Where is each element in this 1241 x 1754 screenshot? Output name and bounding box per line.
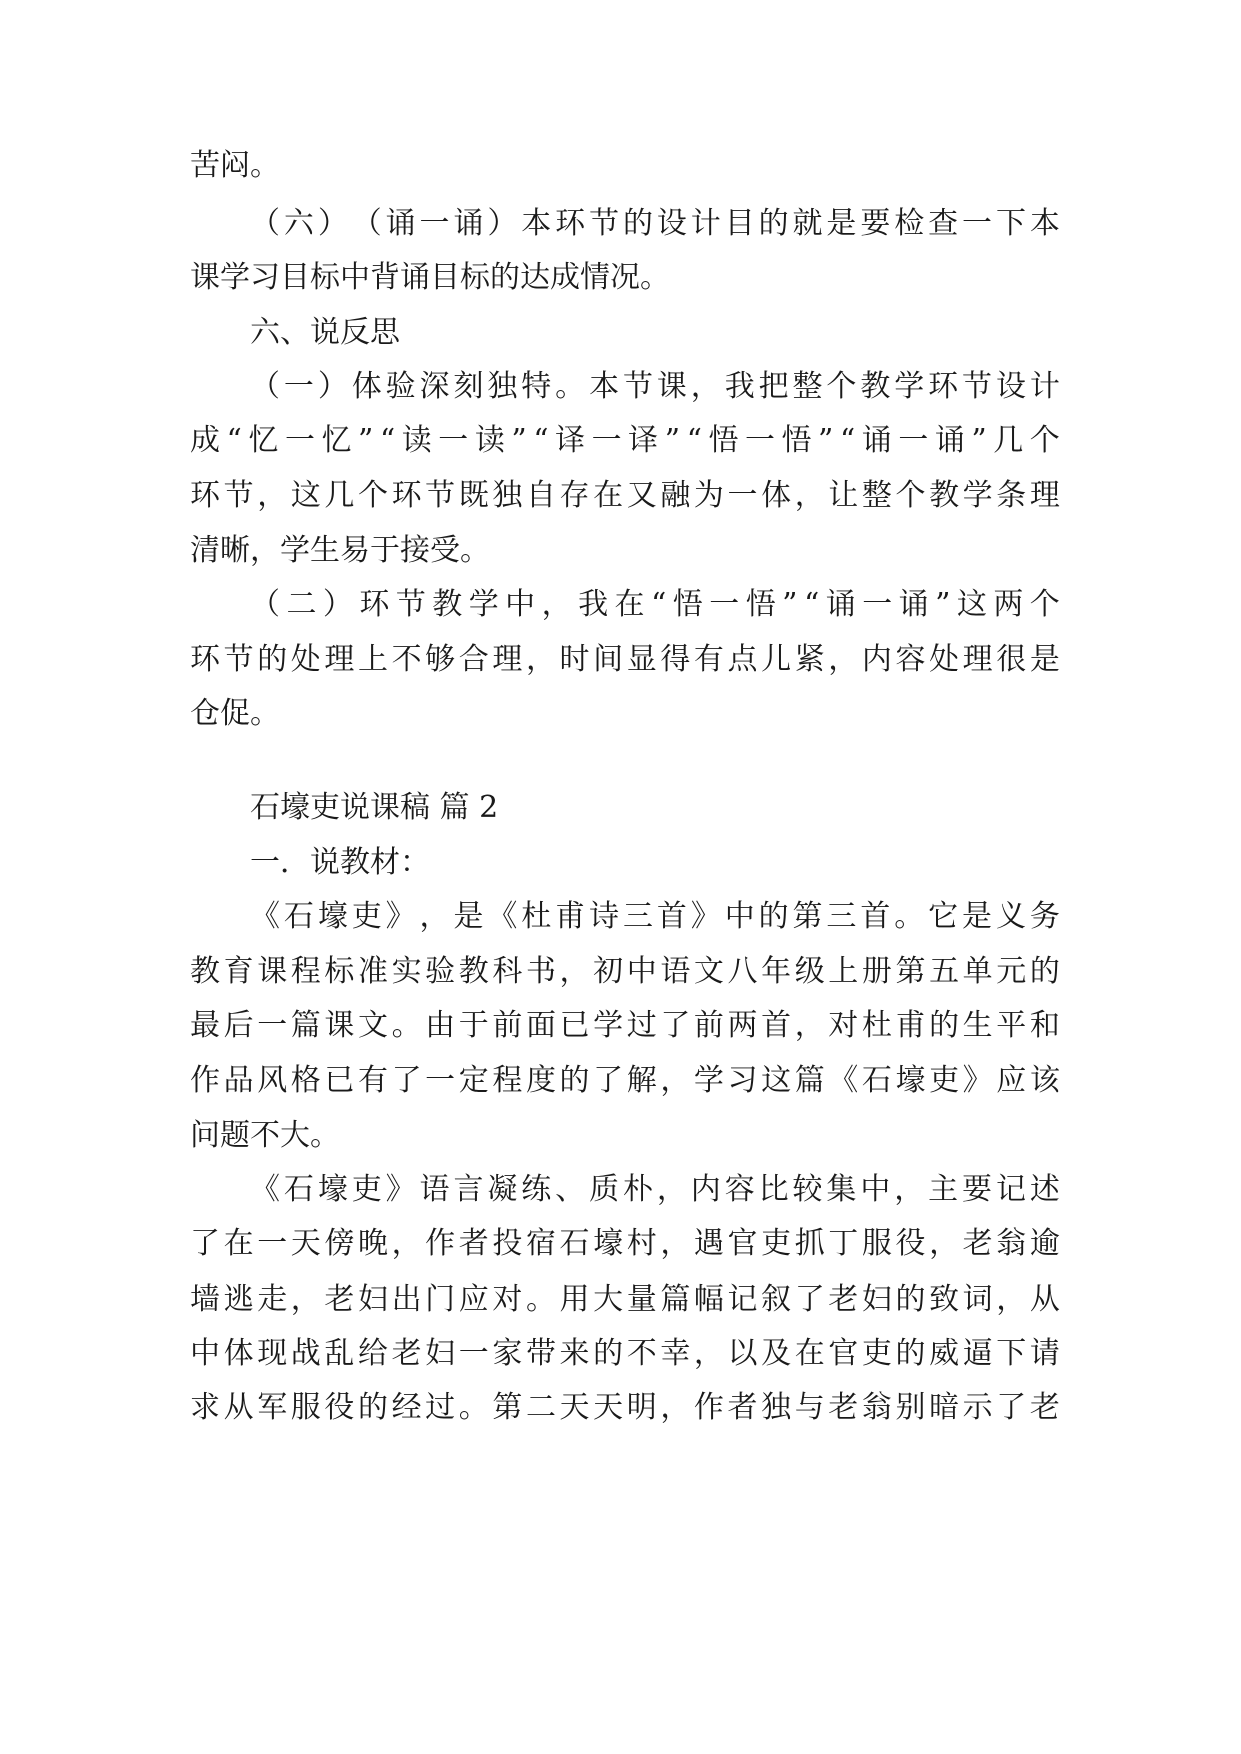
text-line: （ 二 ） 环 节 教 学 中 ， 我 在 “ 悟 一 悟 ” “ 诵 一 诵 ” 这 两 个 (250, 587, 1060, 622)
text-line: 成 “ 忆 一 忆 ” “ 读 一 读 ” “ 译 一 译 ” “ 悟 一 悟 ” “ 诵 一 诵 ” 几 个 (190, 423, 1060, 458)
text-line: 墙 逃 走 ， 老 妇 出 门 应 对 。 用 大 量 篇 幅 记 叙 了 老 妇 的 致 词 ， 从 (190, 1282, 1060, 1317)
text-line: 苦闷。 (190, 148, 280, 183)
text-line: 一．说教材： (250, 845, 430, 880)
text-line: （ 一 ） 体 验 深 刻 独 特 。 本 节 课 ， 我 把 整 个 教 学 环 节 设 计 (250, 369, 1060, 404)
text-line: 六、说反思 (250, 315, 400, 350)
text-line: 最 后 一 篇 课 文 。 由 于 前 面 已 学 过 了 前 两 首 ， 对 杜 甫 的 生 平 和 (190, 1008, 1060, 1043)
text-line: 环 节 的 处 理 上 不 够 合 理 ， 时 间 显 得 有 点 儿 紧 ， 内 容 处 理 很 是 (190, 642, 1060, 677)
text-line: 环 节 ， 这 几 个 环 节 既 独 自 存 在 又 融 为 一 体 ， 让 整 个 教 学 条 理 (190, 478, 1060, 513)
text-line: 作 品 风 格 已 有 了 一 定 程 度 的 了 解 ， 学 习 这 篇 《 石 壕 吏 》 应 该 (190, 1063, 1060, 1098)
text-line: 教 育 课 程 标 准 实 验 教 科 书 ， 初 中 语 文 八 年 级 上 册 第 五 单 元 的 (190, 954, 1060, 989)
text-line: （ 六 ） （ 诵 一 诵 ） 本 环 节 的 设 计 目 的 就 是 要 检 查 一 下 本 (250, 206, 1060, 241)
text-line: 仓促。 (190, 696, 280, 731)
text-line: 清晰，学生易于接受。 (190, 533, 490, 568)
text-line: 石壕吏说课稿 篇 2 (250, 790, 499, 825)
text-line: 中 体 现 战 乱 给 老 妇 一 家 带 来 的 不 幸 ， 以 及 在 官 吏 的 威 逼 下 请 (190, 1336, 1060, 1371)
text-line: 求 从 军 服 役 的 经 过 。 第 二 天 天 明 ， 作 者 独 与 老 翁 别 暗 示 了 老 (190, 1390, 1060, 1425)
text-line: 了 在 一 天 傍 晚 ， 作 者 投 宿 石 壕 村 ， 遇 官 吏 抓 丁 服 役 ， 老 翁 逾 (190, 1226, 1060, 1261)
text-line: 课学习目标中背诵目标的达成情况。 (190, 260, 670, 295)
text-line: 《 石 壕 吏 》 ， 是 《 杜 甫 诗 三 首 》 中 的 第 三 首 。 它 是 义 务 (250, 899, 1060, 934)
text-line: 《 石 壕 吏 》 语 言 凝 练 、 质 朴 ， 内 容 比 较 集 中 ， 主 要 记 述 (250, 1172, 1060, 1207)
text-line: 问题不大。 (190, 1118, 340, 1153)
